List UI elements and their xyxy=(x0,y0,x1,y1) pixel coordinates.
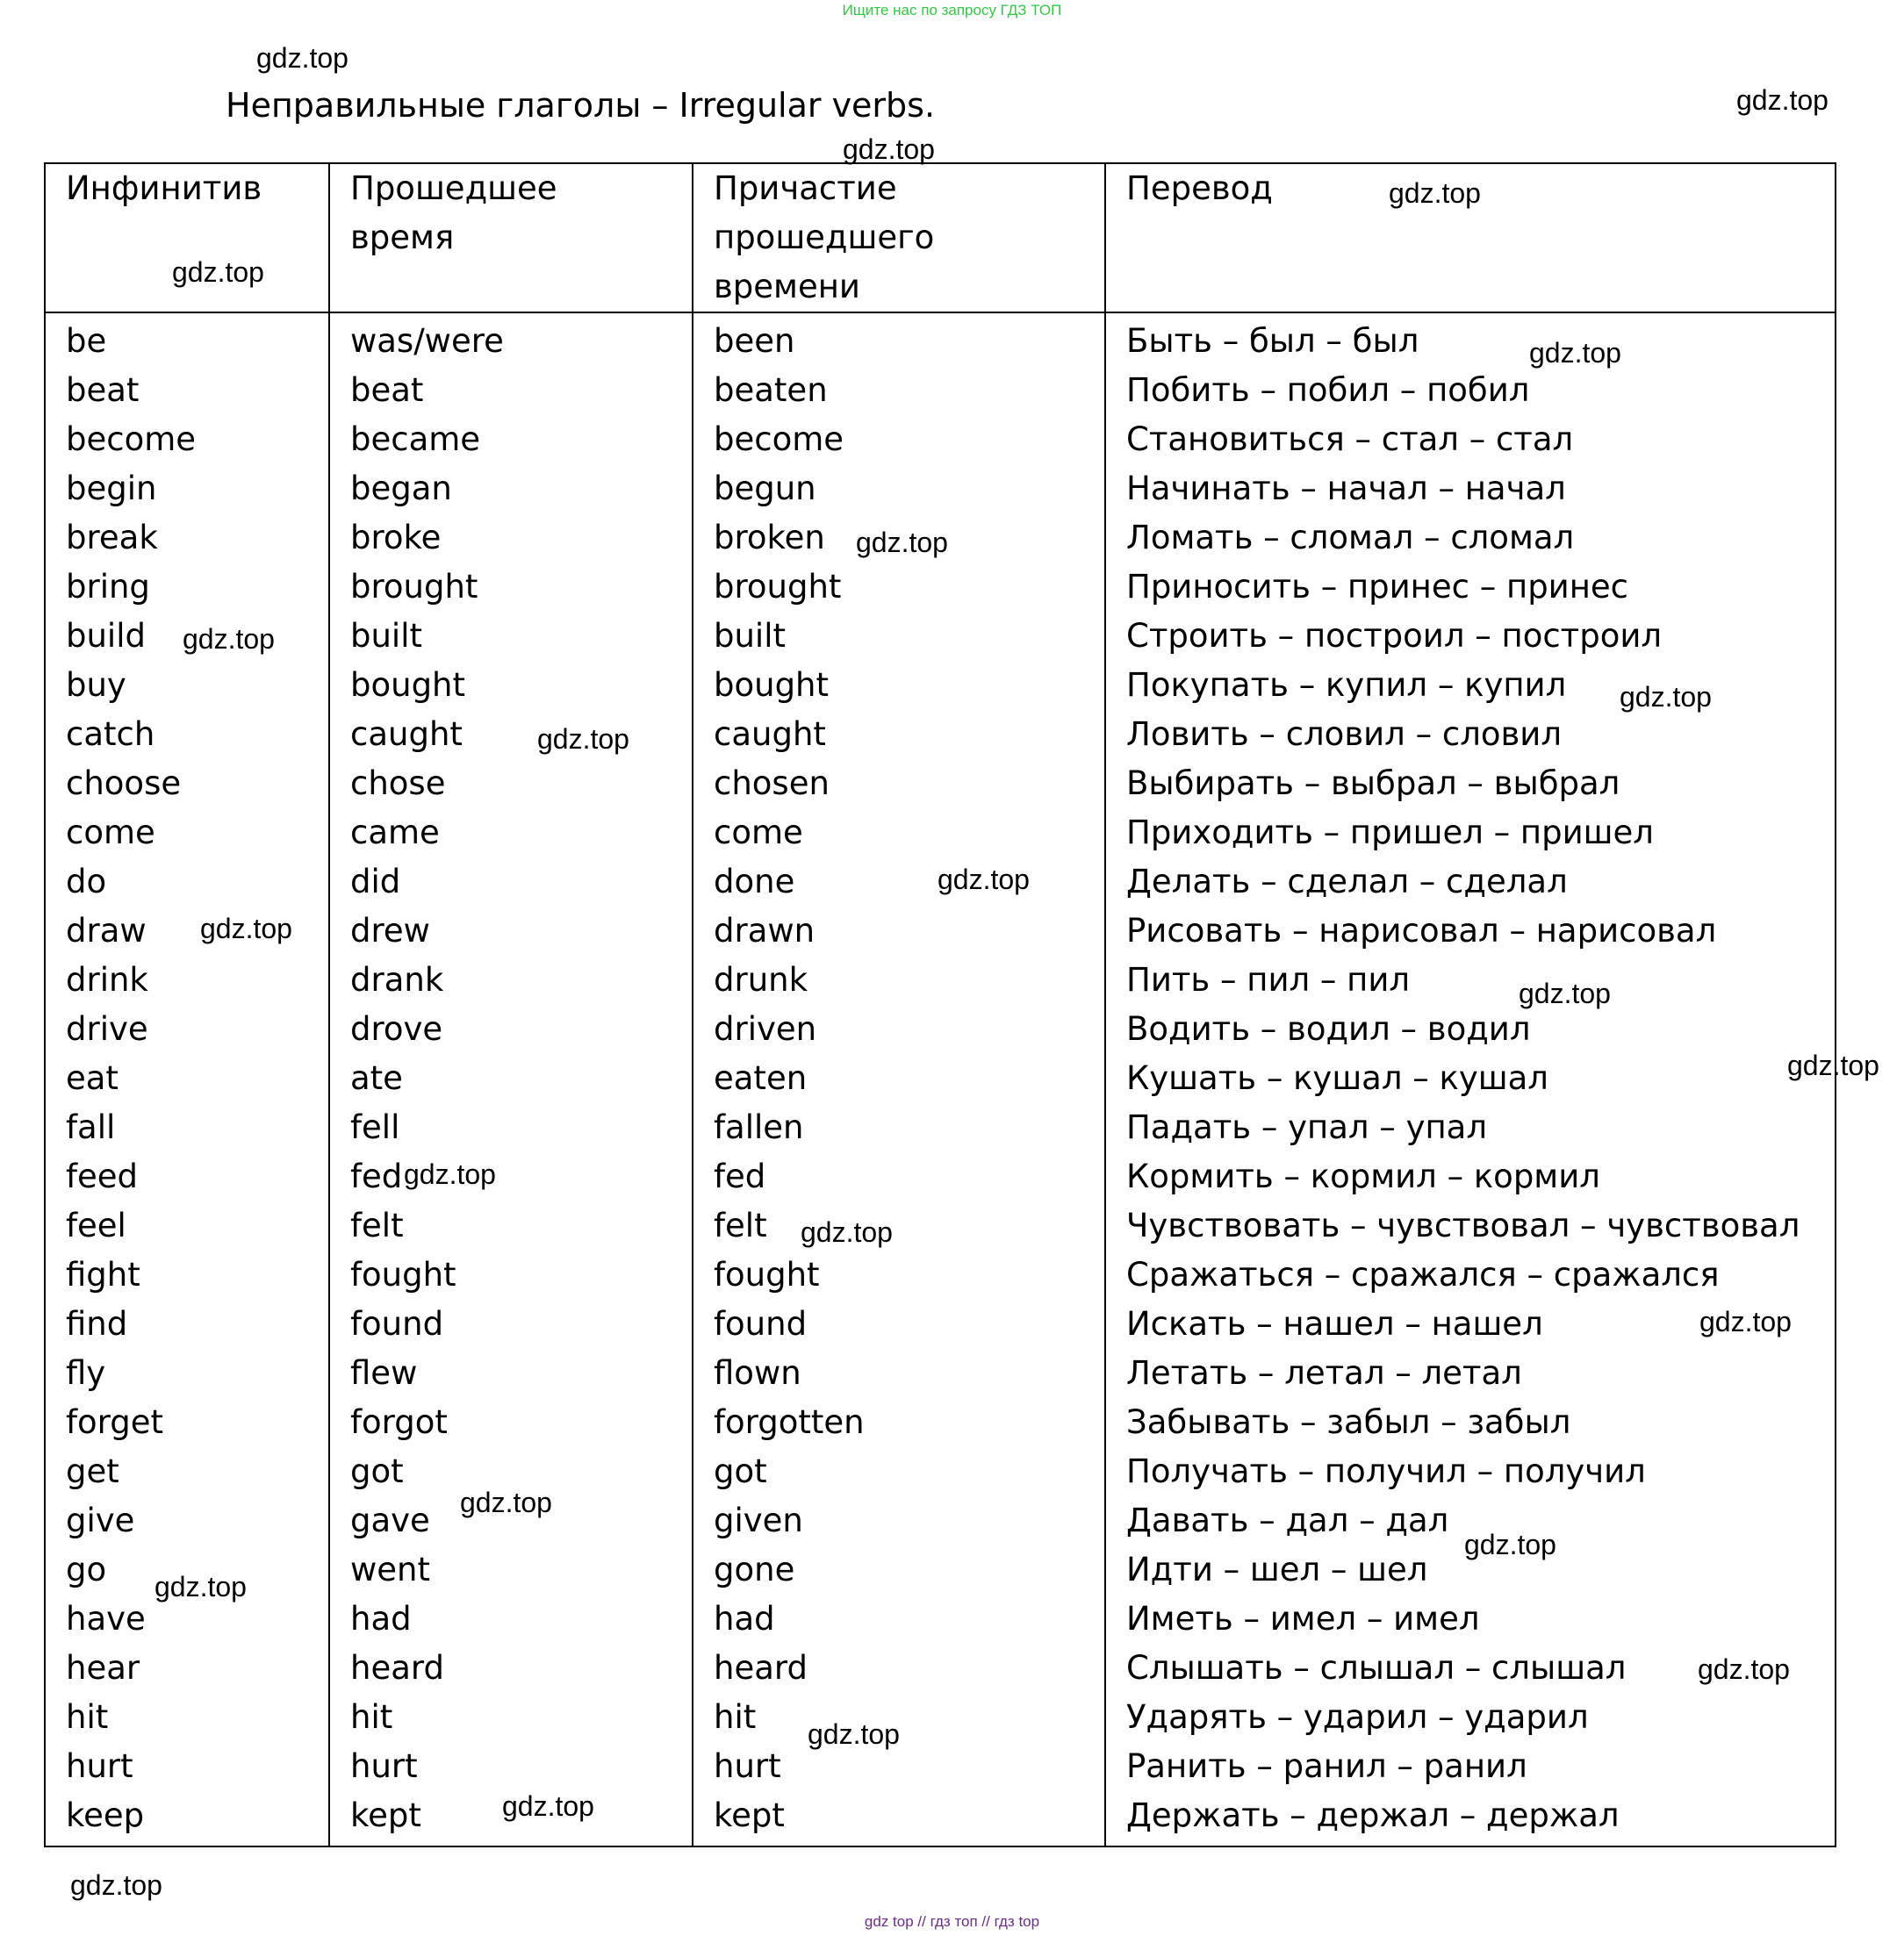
infinitive-cell: hear xyxy=(45,1644,329,1693)
table-row xyxy=(45,1742,1836,1791)
infinitive-cell: be xyxy=(45,312,329,366)
watermark: gdz.top xyxy=(200,913,292,944)
watermark: gdz.top xyxy=(1529,337,1621,369)
past-cell: heard xyxy=(329,1644,693,1693)
translation-cell: Быть – был – был xyxy=(1105,312,1836,366)
translation-cell: Летать – летал – летал xyxy=(1105,1349,1836,1398)
translation-cell: Забывать – забыл – забыл xyxy=(1105,1398,1836,1447)
table-row xyxy=(45,759,1836,808)
watermark: gdz.top xyxy=(1736,84,1829,116)
past-cell: had xyxy=(329,1595,693,1644)
past-cell: went xyxy=(329,1545,693,1595)
past-cell: did xyxy=(329,857,693,907)
participle-cell: hurt xyxy=(693,1742,1105,1791)
translation-cell: Слышать – слышал – слышал xyxy=(1105,1644,1836,1693)
table-row xyxy=(45,1595,1836,1644)
translation-cell: Ловить – словил – словил xyxy=(1105,710,1836,759)
translation-cell: Водить – водил – водил xyxy=(1105,1005,1836,1054)
translation-cell: Рисовать – нарисовал – нарисовал xyxy=(1105,907,1836,956)
infinitive-cell: go xyxy=(45,1545,329,1595)
header-infinitive: Инфинитив xyxy=(45,163,329,312)
participle-cell: brought xyxy=(693,563,1105,612)
translation-cell: Становиться – стал – стал xyxy=(1105,415,1836,464)
footer-links: gdz top // гдз топ // гдз top xyxy=(864,1913,1040,1930)
participle-cell: got xyxy=(693,1447,1105,1496)
table-row xyxy=(45,907,1836,956)
past-cell: drank xyxy=(329,956,693,1005)
infinitive-cell: fly xyxy=(45,1349,329,1398)
translation-cell: Сражаться – сражался – сражался xyxy=(1105,1251,1836,1300)
infinitive-cell: have xyxy=(45,1595,329,1644)
translation-cell: Начинать – начал – начал xyxy=(1105,464,1836,513)
past-cell: began xyxy=(329,464,693,513)
watermark: gdz.top xyxy=(1620,681,1712,713)
infinitive-cell: hit xyxy=(45,1693,329,1742)
past-cell: gave xyxy=(329,1496,693,1545)
table-row xyxy=(45,1496,1836,1545)
header-past: Прошедшее время xyxy=(329,163,693,312)
table-row xyxy=(45,1251,1836,1300)
table-row xyxy=(45,710,1836,759)
table-row xyxy=(45,1054,1836,1103)
past-cell: got xyxy=(329,1447,693,1496)
table-row xyxy=(45,1201,1836,1251)
watermark: gdz.top xyxy=(1698,1653,1790,1685)
table-row xyxy=(45,1644,1836,1693)
infinitive-cell: eat xyxy=(45,1054,329,1103)
infinitive-cell: keep xyxy=(45,1791,329,1846)
infinitive-cell: buy xyxy=(45,661,329,710)
watermark: gdz.top xyxy=(537,723,629,755)
translation-cell: Искать – нашел – нашел xyxy=(1105,1300,1836,1349)
participle-cell: beaten xyxy=(693,366,1105,415)
translation-cell: Покупать – купил – купил xyxy=(1105,661,1836,710)
table-row xyxy=(45,1005,1836,1054)
header-translation: Перевод xyxy=(1105,163,1836,312)
watermark: gdz.top xyxy=(502,1790,594,1822)
infinitive-cell: drink xyxy=(45,956,329,1005)
participle-cell: become xyxy=(693,415,1105,464)
infinitive-cell: choose xyxy=(45,759,329,808)
table-row xyxy=(45,661,1836,710)
infinitive-cell: bring xyxy=(45,563,329,612)
participle-cell: fallen xyxy=(693,1103,1105,1152)
watermark: gdz.top xyxy=(460,1487,552,1518)
watermark: gdz.top xyxy=(172,256,264,288)
infinitive-cell: feel xyxy=(45,1201,329,1251)
table-row xyxy=(45,808,1836,857)
table-row xyxy=(45,415,1836,464)
participle-cell: heard xyxy=(693,1644,1105,1693)
participle-cell: kept xyxy=(693,1791,1105,1846)
infinitive-cell: hurt xyxy=(45,1742,329,1791)
participle-cell: caught xyxy=(693,710,1105,759)
past-cell: fell xyxy=(329,1103,693,1152)
watermark: gdz.top xyxy=(70,1869,162,1901)
infinitive-cell: begin xyxy=(45,464,329,513)
past-cell: beat xyxy=(329,366,693,415)
past-cell: fought xyxy=(329,1251,693,1300)
participle-cell: felt xyxy=(693,1201,1105,1251)
infinitive-cell: fall xyxy=(45,1103,329,1152)
translation-cell: Чувствовать – чувствовал – чувствовал xyxy=(1105,1201,1836,1251)
translation-cell: Пить – пил – пил xyxy=(1105,956,1836,1005)
past-cell: became xyxy=(329,415,693,464)
translation-cell: Выбирать – выбрал – выбрал xyxy=(1105,759,1836,808)
watermark: gdz.top xyxy=(404,1158,496,1190)
infinitive-cell: drive xyxy=(45,1005,329,1054)
table-row xyxy=(45,563,1836,612)
participle-cell: found xyxy=(693,1300,1105,1349)
past-cell: chose xyxy=(329,759,693,808)
past-cell: ate xyxy=(329,1054,693,1103)
infinitive-cell: give xyxy=(45,1496,329,1545)
participle-cell: built xyxy=(693,612,1105,661)
participle-cell: flown xyxy=(693,1349,1105,1398)
participle-cell: begun xyxy=(693,464,1105,513)
watermark: gdz.top xyxy=(938,864,1030,895)
page-title: Неправильные глаголы – Irregular verbs. xyxy=(226,86,936,125)
translation-cell: Кушать – кушал – кушал xyxy=(1105,1054,1836,1103)
translation-cell: Ранить – ранил – ранил xyxy=(1105,1742,1836,1791)
table-row xyxy=(45,1791,1836,1846)
table-row xyxy=(45,1349,1836,1398)
watermark: gdz.top xyxy=(843,133,935,165)
infinitive-cell: feed xyxy=(45,1152,329,1201)
past-cell: was/were xyxy=(329,312,693,366)
participle-cell: gone xyxy=(693,1545,1105,1595)
past-cell: hit xyxy=(329,1693,693,1742)
past-cell: forgot xyxy=(329,1398,693,1447)
participle-cell: been xyxy=(693,312,1105,366)
participle-cell: broken xyxy=(693,513,1105,563)
past-cell: felt xyxy=(329,1201,693,1251)
infinitive-cell: become xyxy=(45,415,329,464)
translation-cell: Идти – шел – шел xyxy=(1105,1545,1836,1595)
past-cell: flew xyxy=(329,1349,693,1398)
infinitive-cell: get xyxy=(45,1447,329,1496)
infinitive-cell: draw xyxy=(45,907,329,956)
infinitive-cell: catch xyxy=(45,710,329,759)
participle-cell: come xyxy=(693,808,1105,857)
translation-cell: Получать – получил – получил xyxy=(1105,1447,1836,1496)
watermark: gdz.top xyxy=(183,623,275,655)
past-cell: drew xyxy=(329,907,693,956)
table-row xyxy=(45,1447,1836,1496)
infinitive-cell: break xyxy=(45,513,329,563)
past-cell: came xyxy=(329,808,693,857)
watermark: gdz.top xyxy=(856,527,948,558)
table-row xyxy=(45,366,1836,415)
watermark: gdz.top xyxy=(1389,177,1481,209)
past-cell: drove xyxy=(329,1005,693,1054)
translation-cell: Приходить – пришел – пришел xyxy=(1105,808,1836,857)
translation-cell: Строить – построил – построил xyxy=(1105,612,1836,661)
translation-cell: Приносить – принес – принес xyxy=(1105,563,1836,612)
watermark: gdz.top xyxy=(256,42,348,74)
watermark: gdz.top xyxy=(1787,1050,1879,1081)
participle-cell: eaten xyxy=(693,1054,1105,1103)
table-row xyxy=(45,1152,1836,1201)
participle-cell: drawn xyxy=(693,907,1105,956)
past-cell: built xyxy=(329,612,693,661)
past-cell: brought xyxy=(329,563,693,612)
table-header-row xyxy=(45,163,1836,312)
infinitive-cell: find xyxy=(45,1300,329,1349)
participle-cell: drunk xyxy=(693,956,1105,1005)
table-row xyxy=(45,1693,1836,1742)
table-row xyxy=(45,1398,1836,1447)
translation-cell: Побить – побил – побил xyxy=(1105,366,1836,415)
past-cell: broke xyxy=(329,513,693,563)
past-cell: kept xyxy=(329,1791,693,1846)
past-cell: hurt xyxy=(329,1742,693,1791)
past-cell: found xyxy=(329,1300,693,1349)
participle-cell: bought xyxy=(693,661,1105,710)
table-row xyxy=(45,612,1836,661)
participle-cell: fought xyxy=(693,1251,1105,1300)
infinitive-cell: forget xyxy=(45,1398,329,1447)
participle-cell: driven xyxy=(693,1005,1105,1054)
table-row xyxy=(45,1103,1836,1152)
table-row xyxy=(45,1300,1836,1349)
watermark: gdz.top xyxy=(801,1216,893,1248)
translation-cell: Давать – дал – дал xyxy=(1105,1496,1836,1545)
participle-cell: given xyxy=(693,1496,1105,1545)
participle-cell: chosen xyxy=(693,759,1105,808)
infinitive-cell: beat xyxy=(45,366,329,415)
infinitive-cell: do xyxy=(45,857,329,907)
participle-cell: done xyxy=(693,857,1105,907)
infinitive-cell: build xyxy=(45,612,329,661)
participle-cell: fed xyxy=(693,1152,1105,1201)
table-row xyxy=(45,1545,1836,1595)
translation-cell: Иметь – имел – имел xyxy=(1105,1595,1836,1644)
infinitive-cell: come xyxy=(45,808,329,857)
infinitive-cell: fight xyxy=(45,1251,329,1300)
participle-cell: forgotten xyxy=(693,1398,1105,1447)
participle-cell: hit xyxy=(693,1693,1105,1742)
translation-cell: Делать – сделал – сделал xyxy=(1105,857,1836,907)
watermark: gdz.top xyxy=(1464,1529,1556,1560)
table-row xyxy=(45,464,1836,513)
past-cell: bought xyxy=(329,661,693,710)
past-cell: caught xyxy=(329,710,693,759)
translation-cell: Ударять – ударил – ударил xyxy=(1105,1693,1836,1742)
past-cell: fed xyxy=(329,1152,693,1201)
top-banner: Ищите нас по запросу ГДЗ ТОП xyxy=(842,2,1062,18)
translation-cell: Кормить – кормил – кормил xyxy=(1105,1152,1836,1201)
header-participle: Причастие прошедшего времени xyxy=(693,163,1105,312)
participle-cell: had xyxy=(693,1595,1105,1644)
watermark: gdz.top xyxy=(154,1571,247,1603)
watermark: gdz.top xyxy=(1519,978,1611,1009)
translation-cell: Держать – держал – держал xyxy=(1105,1791,1836,1846)
watermark: gdz.top xyxy=(1699,1306,1792,1337)
watermark: gdz.top xyxy=(808,1718,900,1750)
translation-cell: Падать – упал – упал xyxy=(1105,1103,1836,1152)
translation-cell: Ломать – сломал – сломал xyxy=(1105,513,1836,563)
